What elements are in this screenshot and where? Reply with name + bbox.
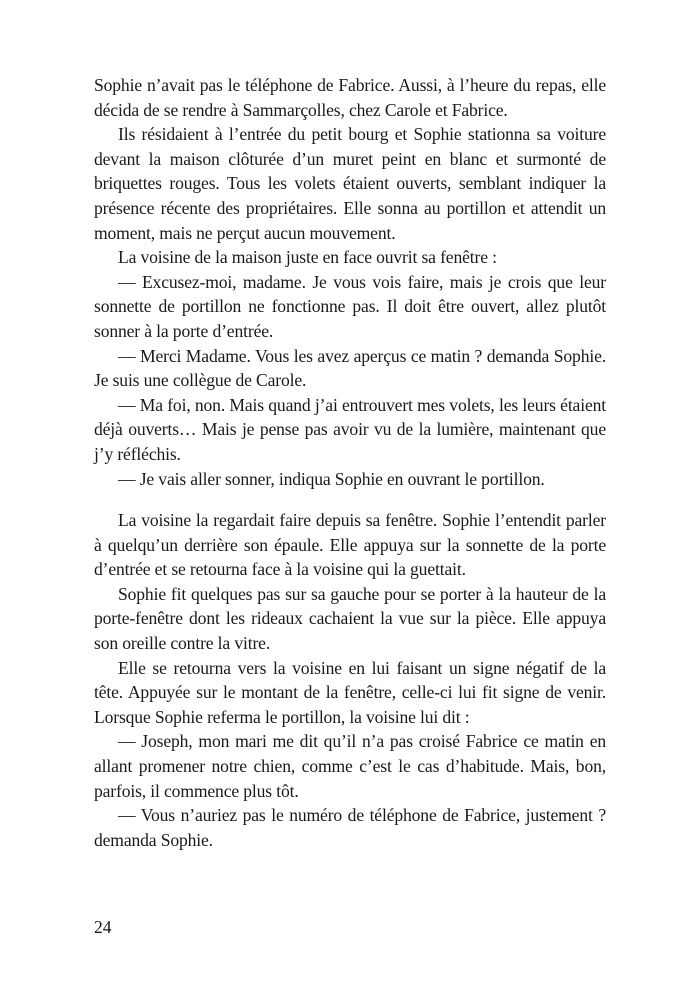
paragraph: La voisine la regardait faire depuis sa fenêtre. Sophie l’entendit parler à quelqu’un derrière son épaule. Elle appuya sur la sonnette de la porte d’entrée et se retourna face à la voisine qui la guettait. <box>94 510 606 580</box>
dialogue-paragraph: — Ma foi, non. Mais quand j’ai entrouvert mes volets, les leurs étaient déjà ouverts… Mais je pense pas avoir vu de la lumière, maintenant que j’y réfléchis. <box>94 394 606 464</box>
paragraph: Sophie n’avait pas le téléphone de Fabrice. Aussi, à l’heure du repas, elle décida de se rendre à Sammarçolles, chez Carole et Fabrice. <box>94 75 606 120</box>
dialogue-paragraph: — Excusez-moi, madame. Je vous vois faire, mais je crois que leur sonnette de portillon ne fonctionne pas. Il doit être ouvert, allez plutôt sonner à la porte d’entrée. <box>94 271 606 341</box>
dialogue-paragraph: — Je vais aller sonner, indiqua Sophie en ouvrant le portillon. <box>118 468 545 489</box>
text-section-1 <box>94 73 606 491</box>
paragraph: La voisine de la maison juste en face ouvrit sa fenêtre : <box>118 247 497 268</box>
paragraph: Sophie fit quelques pas sur sa gauche pour se porter à la hauteur de la porte-fenêtre dont les rideaux cachaient la vue sur la pièce. Elle appuya son oreille contre la vitre. <box>94 583 606 653</box>
text-section-2 <box>94 508 606 852</box>
paragraph: Elle se retourna vers la voisine en lui faisant un signe négatif de la tête. Appuyée sur le montant de la fenêtre, celle-ci lui fit signe de venir. Lorsque Sophie referma le portillon, la voisine lui dit : <box>94 657 606 727</box>
dialogue-paragraph: — Vous n’auriez pas le numéro de téléphone de Fabrice, justement ? demanda Sophie. <box>94 805 606 850</box>
page-number: 24 <box>94 917 112 937</box>
dialogue-paragraph: — Joseph, mon mari me dit qu’il n’a pas croisé Fabrice ce matin en allant promener notre chien, comme c’est le cas d’habitude. Mais, bon, parfois, il commence plus tôt. <box>94 731 606 801</box>
paragraph: Ils résidaient à l’entrée du petit bourg et Sophie stationna sa voiture devant la maison clôturée d’un muret peint en blanc et surmonté de briquettes rouges. Tous les volets étaient ouverts, semblant indiquer la présence récente des propriétaires. Elle sonna au portillon et attendit un moment, mais ne perçut aucun mouvement. <box>94 124 606 243</box>
dialogue-paragraph: — Merci Madame. Vous les avez aperçus ce matin ? demanda Sophie. Je suis une collègue de Carole. <box>94 345 606 391</box>
